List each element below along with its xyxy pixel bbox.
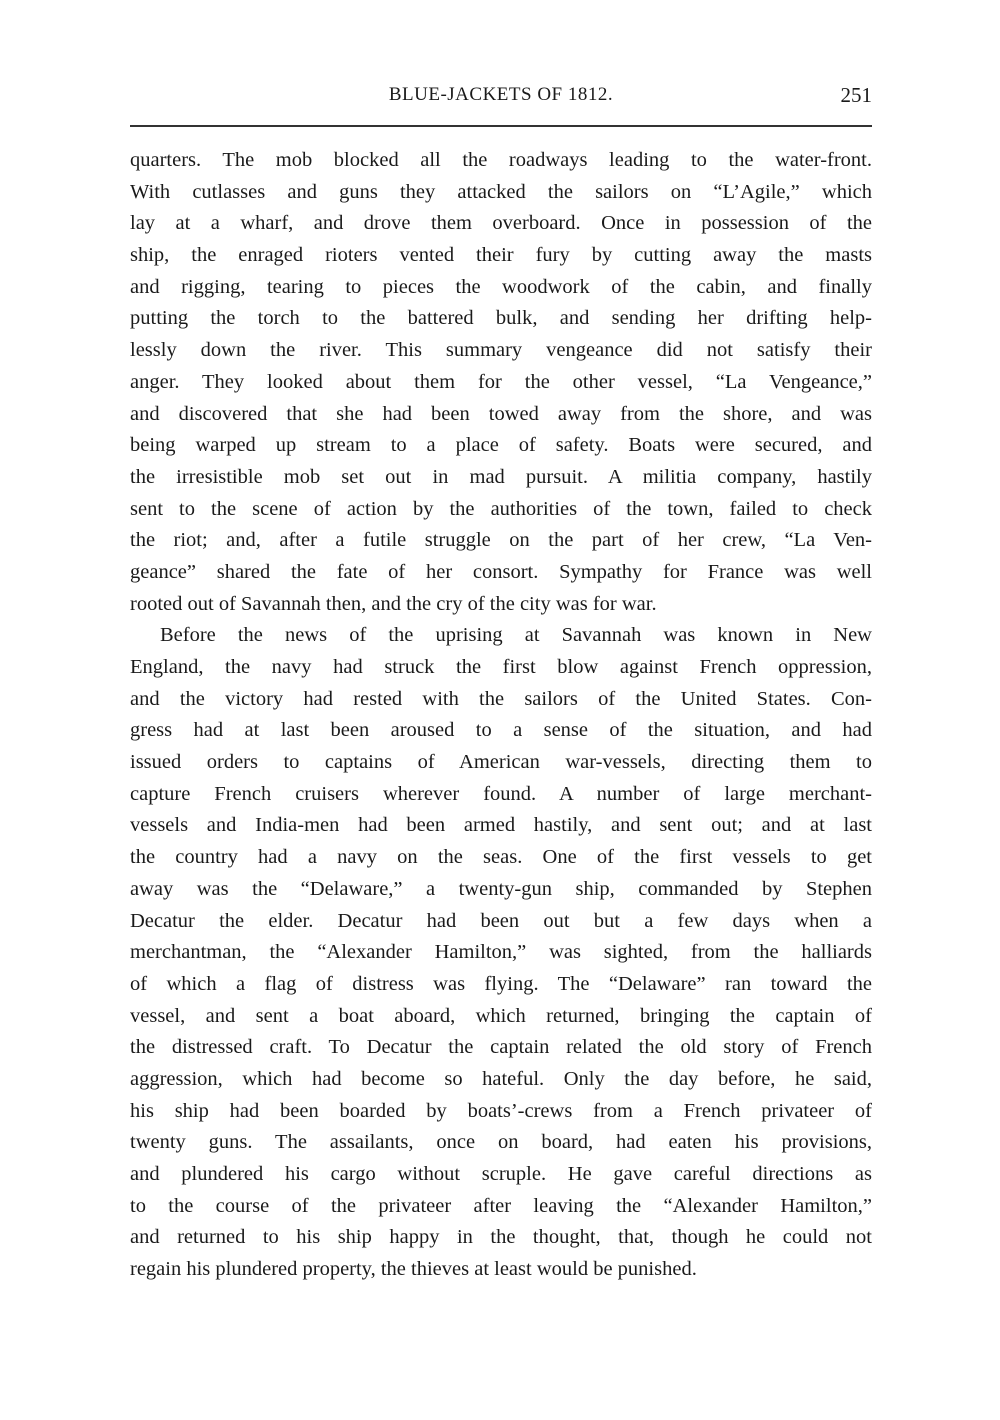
text-line: vessels and India-men had been armed hastily, and sent out; and at last: [130, 814, 872, 837]
text-line: to the course of the privateer after leaving the “Alexander Hamilton,”: [130, 1194, 872, 1217]
text-line: vessel, and sent a boat aboard, which returned, bringing the captain of: [130, 1004, 872, 1027]
paragraph-2: [130, 620, 872, 1285]
text-line: the country had a navy on the seas. One of the first vessels to get: [130, 846, 872, 869]
text-line: being warped up stream to a place of safety. Boats were secured, and: [130, 434, 872, 457]
text-line: Decatur the elder. Decatur had been out but a few days when a: [130, 909, 872, 932]
text-line: and discovered that she had been towed away from the shore, and was: [130, 402, 872, 425]
text-line: geance” shared the fate of her consort. Sympathy for France was well: [130, 560, 872, 583]
text-line: merchantman, the “Alexander Hamilton,” was sighted, from the halliards: [130, 941, 872, 964]
text-line: aggression, which had become so hateful. Only the day before, he said,: [130, 1067, 872, 1090]
text-line: anger. They looked about them for the other vessel, “La Vengeance,”: [130, 370, 872, 393]
page-number: 251: [840, 83, 872, 107]
text-line: England, the navy had struck the first blow against French oppression,: [130, 656, 872, 678]
text-line: With cutlasses and guns they attacked the sailors on “L’Agile,” which: [130, 180, 872, 203]
text-line: away was the “Delaware,” a twenty-gun ship, commanded by Stephen: [130, 877, 872, 900]
running-head: [130, 80, 872, 110]
text-line: sent to the scene of action by the authorities of the town, failed to check: [130, 497, 872, 520]
text-line: the irresistible mob set out in mad pursuit. A militia company, hastily: [130, 465, 872, 488]
text-line: of which a flag of distress was flying. The “Delaware” ran toward the: [130, 972, 872, 995]
text-line: gress had at last been aroused to a sense of the situation, and had: [130, 719, 872, 742]
text-line: and the victory had rested with the sailors of the United States. Con-: [130, 687, 872, 710]
text-line: capture French cruisers wherever found. A number of large merchant-: [130, 782, 872, 805]
text-line: rooted out of Savannah then, and the cry of the city was for war.: [130, 592, 657, 615]
text-line: the riot; and, after a futile struggle on the part of her crew, “La Ven-: [130, 529, 872, 552]
text-line: regain his plundered property, the thieves at least would be punished.: [130, 1258, 697, 1281]
body-text: [130, 145, 872, 1286]
text-line: the distressed craft. To Decatur the captain related the old story of French: [130, 1036, 872, 1059]
text-line: quarters. The mob blocked all the roadways leading to the water-front.: [130, 149, 872, 171]
text-line: issued orders to captains of American war-vessels, directing them to: [130, 751, 872, 774]
text-line: lay at a wharf, and drove them overboard. Once in possession of the: [130, 212, 872, 235]
text-line: and plundered his cargo without scruple. He gave careful directions as: [130, 1163, 872, 1185]
text-line: ship, the enraged rioters vented their fury by cutting away the masts: [130, 244, 872, 267]
text-line: and returned to his ship happy in the thought, that, though he could not: [130, 1226, 872, 1249]
text-line: lessly down the river. This summary vengeance did not satisfy their: [130, 339, 872, 362]
text-line: putting the torch to the battered bulk, and sending her drifting help-: [130, 307, 872, 330]
running-title: BLUE-JACKETS OF 1812.: [388, 84, 614, 105]
text-line: Before the news of the uprising at Savannah was known in New: [160, 624, 872, 647]
text-line: twenty guns. The assailants, once on board, had eaten his provisions,: [130, 1131, 872, 1154]
paragraph-1: [130, 145, 872, 620]
text-line: and rigging, tearing to pieces the woodwork of the cabin, and finally: [130, 275, 872, 298]
header-rule: [130, 125, 872, 127]
text-line: his ship had been boarded by boats’-crews from a French privateer of: [130, 1099, 872, 1122]
